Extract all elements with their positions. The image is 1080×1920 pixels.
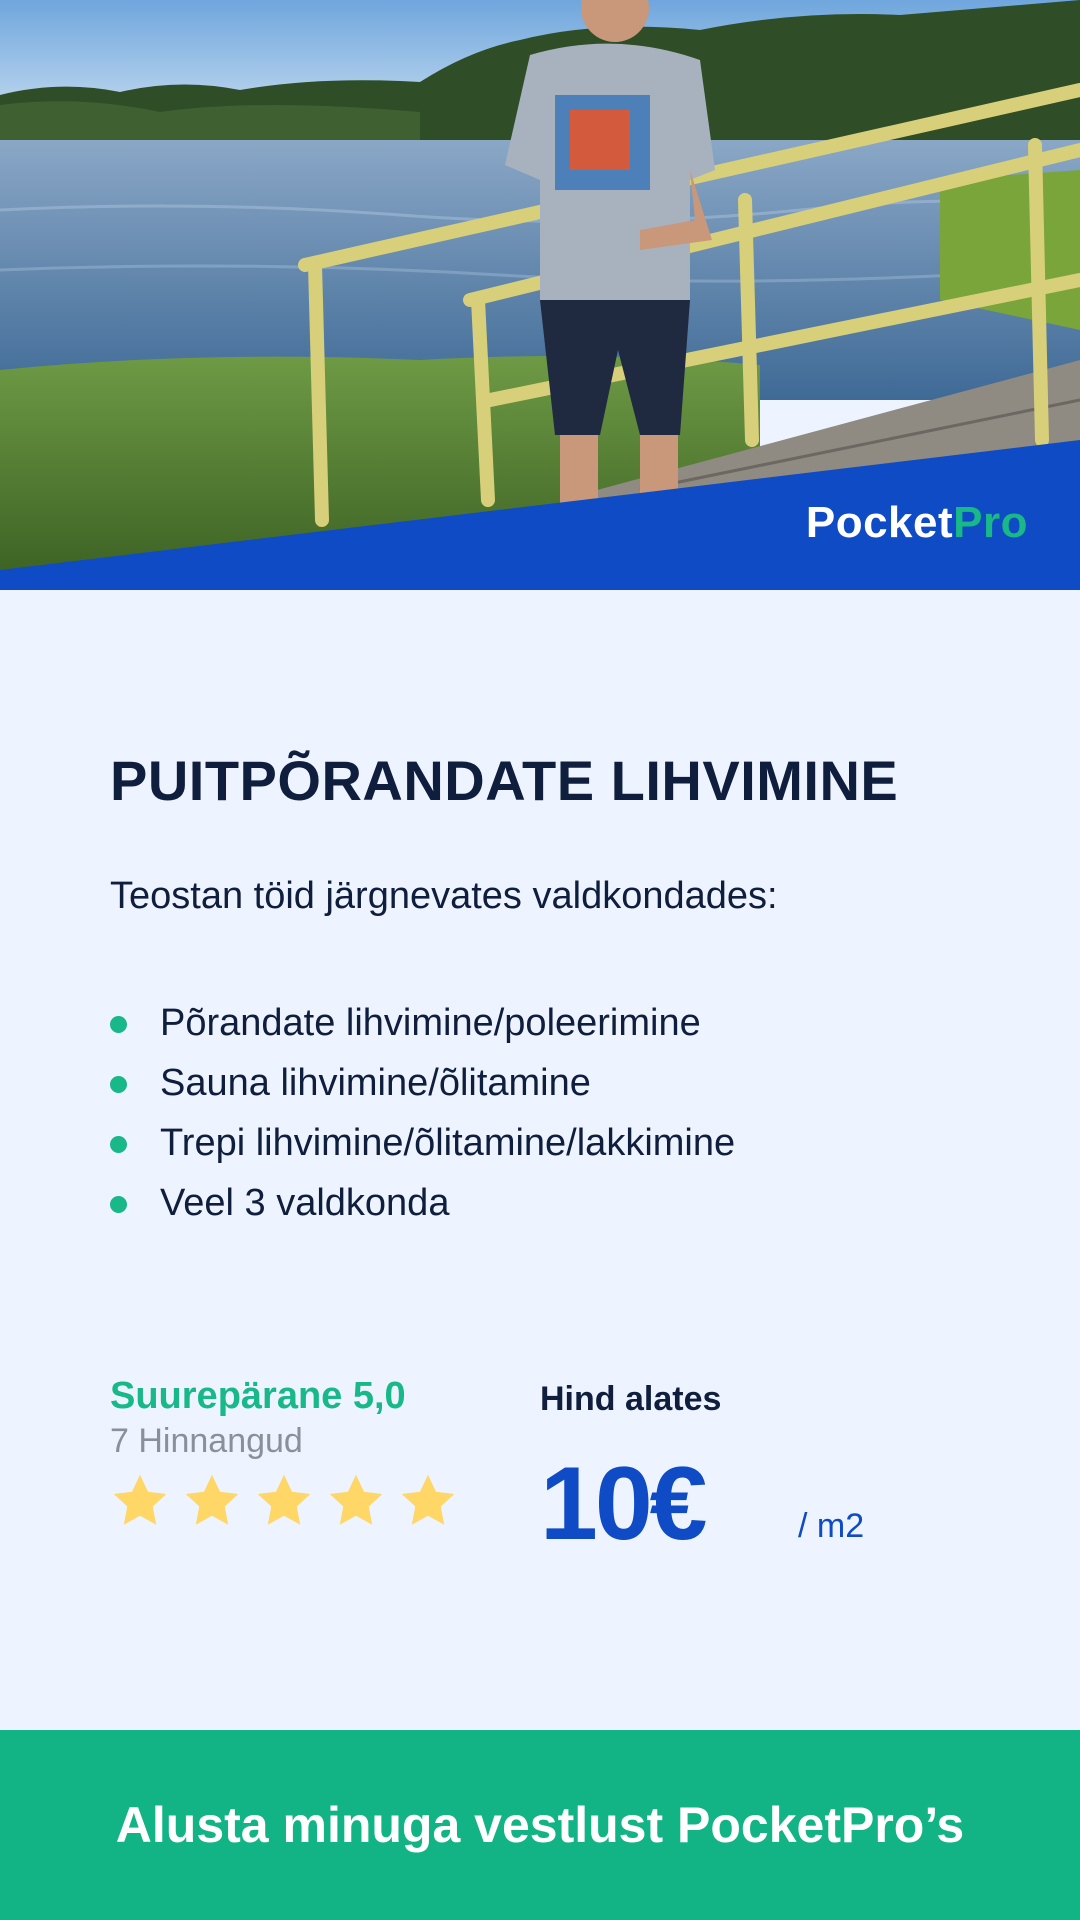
- star-icon: [254, 1471, 314, 1531]
- brand-logo-main: Pocket: [805, 498, 954, 547]
- star-icon: [398, 1471, 458, 1531]
- rating-count[interactable]: 7 Hinnangud: [110, 1422, 303, 1460]
- service-item-label: Trepi lihvimine/õlitamine/lakkimine: [160, 1122, 736, 1164]
- rating-label: Suurepärane 5,0: [110, 1375, 406, 1417]
- star-icon: [110, 1471, 170, 1531]
- service-list-item[interactable]: [110, 1173, 735, 1233]
- bullet-dot-icon: [110, 1136, 127, 1153]
- price-block: [540, 1380, 940, 1562]
- service-item-label: Sauna lihvimine/õlitamine: [160, 1062, 591, 1104]
- start-chat-button[interactable]: [0, 1730, 1080, 1920]
- service-list: [110, 993, 735, 1233]
- star-icon: [182, 1471, 242, 1531]
- star-rating: [110, 1471, 458, 1531]
- bullet-dot-icon: [110, 1196, 127, 1213]
- bullet-dot-icon: [110, 1016, 127, 1033]
- brand-logo-accent: Pro: [953, 498, 1028, 547]
- price-unit: / m2: [798, 1507, 865, 1545]
- price-value: 10€: [540, 1446, 705, 1562]
- service-list-item: [110, 993, 735, 1053]
- service-list-item: [110, 1053, 735, 1113]
- bullet-dot-icon: [110, 1076, 127, 1093]
- brand-logo: [806, 498, 1028, 548]
- service-item-label: Põrandate lihvimine/poleerimine: [160, 1002, 701, 1044]
- service-intro: Teostan töid järgnevates valdkondades:: [110, 875, 778, 917]
- service-list-item: [110, 1113, 735, 1173]
- price-label: Hind alates: [540, 1380, 722, 1418]
- service-title: PUITPÕRANDATE LIHVIMINE: [110, 749, 899, 812]
- hero-photo: [0, 0, 1080, 590]
- service-item-label-more[interactable]: Veel 3 valdkonda: [160, 1182, 450, 1224]
- star-icon: [326, 1471, 386, 1531]
- start-chat-button-label: Alusta minuga vestlust PocketPro’s: [115, 1797, 965, 1853]
- rating-block: [110, 1375, 458, 1531]
